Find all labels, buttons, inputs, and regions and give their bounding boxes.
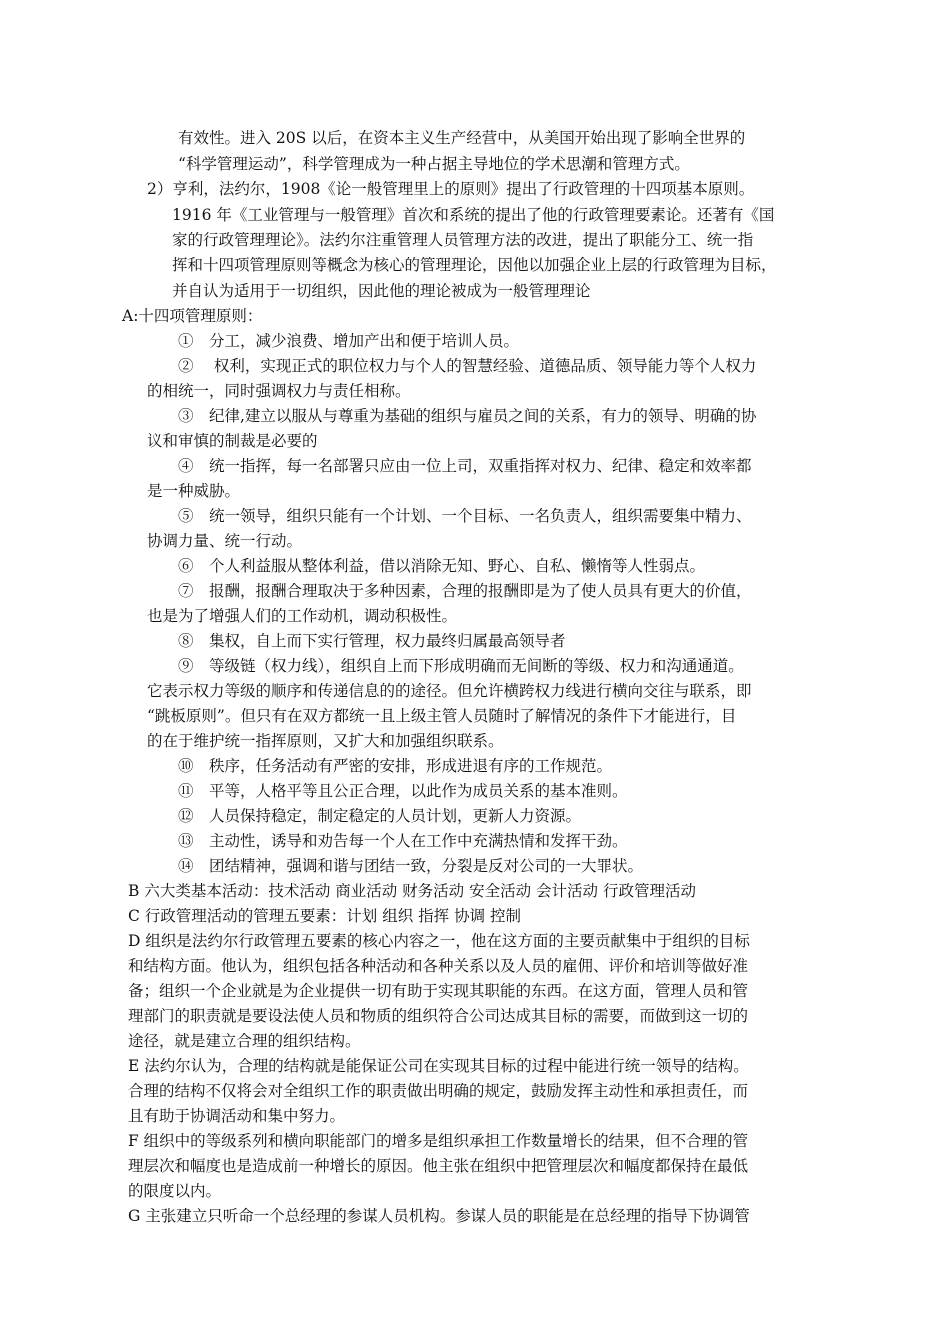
section-heading: A:十四项管理原则： <box>122 307 263 325</box>
section-e-line: E 法约尔认为，合理的结构就是能保证公司在实现其目标的过程中能进行统一领导的结构。 <box>128 1057 749 1075</box>
section-e-line: 且有助于协调活动和集中努力。 <box>128 1107 346 1125</box>
section-d-line: 理部门的职责就是要设法使人员和物质的组织符合公司达成其目标的需要，而做到这一切的 <box>128 1007 749 1025</box>
text-line: “科学管理运动”，科学管理成为一种占据主导地位的学术思潮和管理方式。 <box>178 155 690 173</box>
principle-item: ⑤ 统一领导，组织只能有一个计划、一个目标、一名负责人，组织需要集中精力、 <box>178 507 752 525</box>
principle-item: ③ 纪律,建立以服从与尊重为基础的组织与雇员之间的关系，有力的领导、明确的协 <box>178 407 757 425</box>
principle-item: ⑨ 等级链（权力线），组织自上而下形成明确而无间断的等级、权力和沟通通道。 <box>178 657 744 675</box>
principle-continuation: 是一种威胁。 <box>147 482 241 500</box>
section-g-line: G 主张建立只听命一个总经理的参谋人员机构。参谋人员的职能是在总经理的指导下协调管 <box>128 1207 750 1225</box>
principle-item: ④ 统一指挥，每一名部署只应由一位上司，双重指挥对权力、纪律、稳定和效率都 <box>178 457 752 475</box>
section-e-line: 合理的结构不仅将会对全组织工作的职责做出明确的规定，鼓励发挥主动性和承担责任，而 <box>128 1082 749 1100</box>
section-f-line: 的限度以内。 <box>128 1182 222 1200</box>
section-f-line: 理层次和幅度也是造成前一种增长的原因。他主张在组织中把管理层次和幅度都保持在最低 <box>128 1157 749 1175</box>
principle-continuation: 它表示权力等级的顺序和传递信息的的途径。但允许横跨权力线进行横向交往与联系，即 <box>147 682 752 700</box>
principle-continuation: 议和审慎的制裁是必要的 <box>147 432 318 450</box>
principle-continuation: 协调力量、统一行动。 <box>147 532 303 550</box>
principle-continuation: 也是为了增强人们的工作动机，调动积极性。 <box>147 607 458 625</box>
principle-item: ⑩ 秩序，任务活动有严密的安排，形成进退有序的工作规范。 <box>178 757 613 775</box>
section-d-line: D 组织是法约尔行政管理五要素的核心内容之一，他在这方面的主要贡献集中于组织的目标 <box>128 932 750 950</box>
principle-item: ① 分工，减少浪费、增加产出和便于培训人员。 <box>178 332 520 350</box>
text-line: 有效性。进入 20S 以后，在资本主义生产经营中，从美国开始出现了影响全世界的 <box>178 129 746 147</box>
principle-item: ⑧ 集权，自上而下实行管理，权力最终归属最高领导者 <box>178 632 566 650</box>
text-line: 并自认为适用于一切组织，因此他的理论被成为一般管理理论 <box>172 282 591 300</box>
list-item-heading: 2）亨利，法约尔，1908《论一般管理里上的原则》提出了行政管理的十四项基本原则。 <box>147 180 755 198</box>
text-line: 挥和十四项管理原则等概念为核心的管理理论，因他以加强企业上层的行政管理为目标， <box>172 256 777 274</box>
section-b: B 六大类基本活动：技术活动 商业活动 财务活动 安全活动 会计活动 行政管理活动 <box>128 882 696 900</box>
section-c: C 行政管理活动的管理五要素：计划 组织 指挥 协调 控制 <box>128 907 521 925</box>
section-d-line: 备；组织一个企业就是为企业提供一切有助于实现其职能的东西。在这方面，管理人员和管 <box>128 982 749 1000</box>
principle-continuation: 的相统一，同时强调权力与责任相称。 <box>147 382 411 400</box>
principle-item: ⑪ 平等，人格平等且公正合理，以此作为成员关系的基本准则。 <box>178 782 628 800</box>
principle-item: ② 权利，实现正式的职位权力与个人的智慧经验、道德品质、领导能力等个人权力 <box>178 357 757 375</box>
principle-item: ⑦ 报酬，报酬合理取决于多种因素，合理的报酬即是为了使人员具有更大的价值， <box>178 582 752 600</box>
principle-item: ⑭ 团结精神，强调和谐与团结一致，分裂是反对公司的一大罪状。 <box>178 857 644 875</box>
section-d-line: 和结构方面。他认为，组织包括各种活动和各种关系以及人员的雇佣、评价和培训等做好准 <box>128 957 749 975</box>
section-f-line: F 组织中的等级系列和横向职能部门的增多是组织承担工作数量增长的结果，但不合理的管 <box>128 1132 749 1150</box>
principle-item: ⑫ 人员保持稳定，制定稳定的人员计划，更新人力资源。 <box>178 807 582 825</box>
section-d-line: 途径，就是建立合理的组织结构。 <box>128 1032 361 1050</box>
principle-continuation: 的在于维护统一指挥原则，又扩大和加强组织联系。 <box>147 732 504 750</box>
principle-item: ⑥ 个人利益服从整体利益，借以消除无知、野心、自私、懒惰等人性弱点。 <box>178 557 706 575</box>
principle-item: ⑬ 主动性，诱导和劝告每一个人在工作中充满热情和发挥干劲。 <box>178 832 628 850</box>
text-line: 家的行政管理理论》。法约尔注重管理人员管理方法的改进，提出了职能分工、统一指 <box>172 231 754 249</box>
principle-continuation: “跳板原则”。但只有在双方都统一且上级主管人员随时了解情况的条件下才能进行，目 <box>147 707 737 725</box>
text-line: 1916 年《工业管理与一般管理》首次和系统的提出了他的行政管理要素论。还著有《国 <box>172 206 775 224</box>
